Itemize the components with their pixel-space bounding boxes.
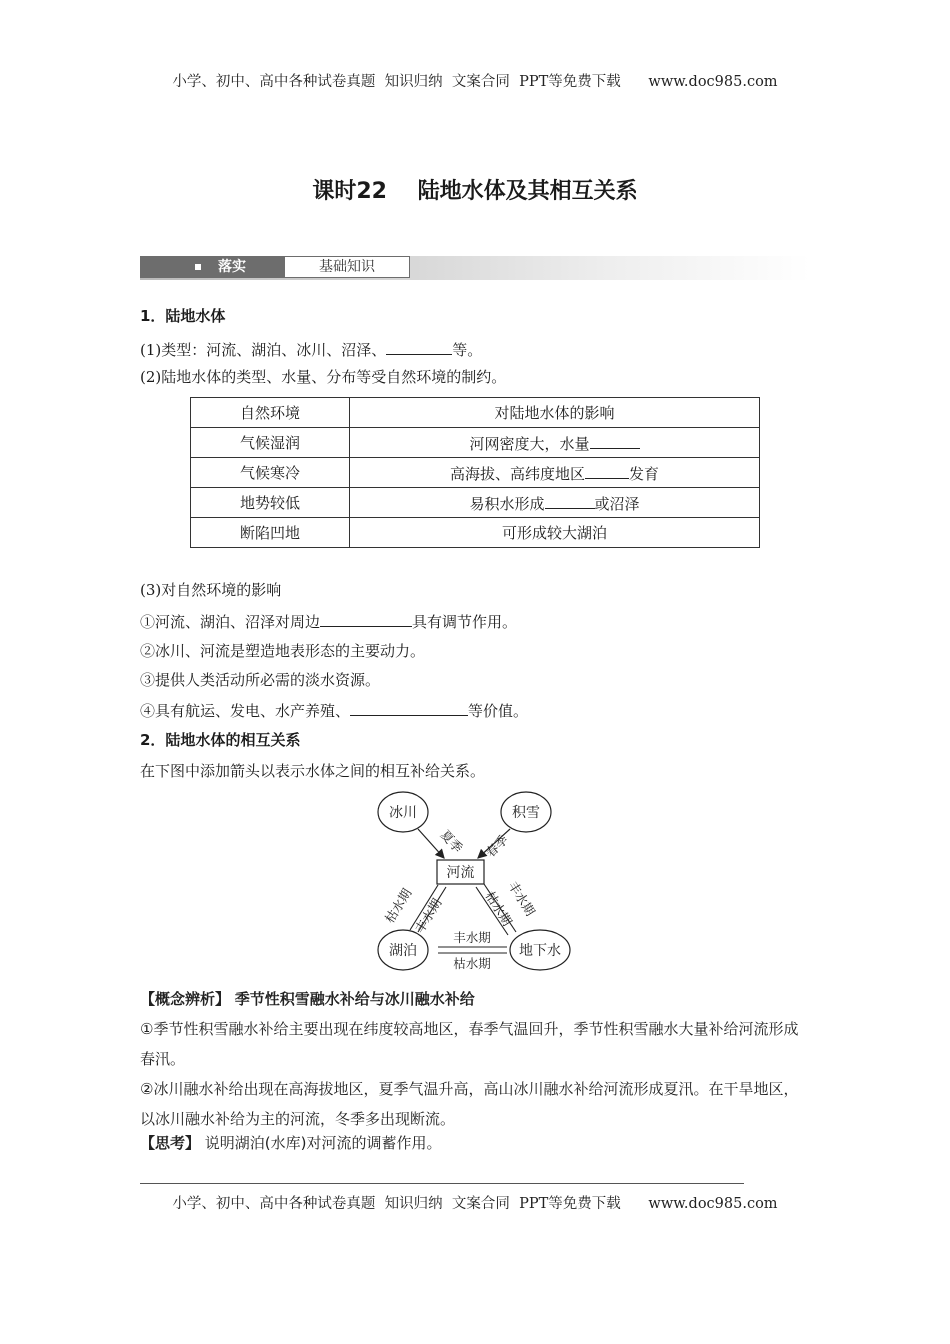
- concept-paragraph-2: ②冰川融水补给出现在高海拔地区，夏季气温升高，高山冰川融水补给河流形成夏汛。在干旱地区，以冰川融水补给为主的河流，冬季多出现断流。: [140, 1080, 799, 1128]
- table-header-row: [191, 398, 760, 428]
- impact-item-1: [140, 610, 517, 632]
- table-row: [191, 428, 760, 458]
- square-bullet-icon: [195, 264, 201, 270]
- table-cell: 地势较低: [191, 488, 350, 518]
- table-cell: [350, 428, 760, 458]
- cell-text-end: 发育: [629, 464, 660, 483]
- section-2-heading: 2．陆地水体的相互关系: [140, 731, 301, 749]
- page-header: 小学、初中、高中各种试卷真题 知识归纳 文案合同 PPT等免费下载 www.doc985.com: [172, 74, 778, 90]
- answer-blank[interactable]: [545, 492, 595, 509]
- impact-item-3: ③提供人类活动所必需的淡水资源。: [140, 671, 381, 689]
- answer-blank[interactable]: [590, 432, 640, 449]
- table-cell: 气候湿润: [191, 428, 350, 458]
- impact-text: ①河流、湖泊、沼泽对周边: [140, 613, 321, 631]
- table-row: [191, 518, 760, 548]
- page-footer: 小学、初中、高中各种试卷真题 知识归纳 文案合同 PPT等免费下载 www.doc985.com: [172, 1196, 778, 1212]
- impact-text: ④具有航运、发电、水产养殖、: [140, 702, 351, 720]
- river-label: 河流: [446, 865, 475, 881]
- groundwater-label: 地下水: [519, 943, 561, 959]
- constraint-line: (2)陆地水体的类型、水量、分布等受自然环境的制约。: [140, 368, 507, 386]
- banner-tab-dark: [140, 256, 284, 278]
- banner-tab-dark-label: 落实: [218, 259, 246, 275]
- river-lake-wet-label: 丰水期: [411, 895, 445, 936]
- summer-label: 夏季: [437, 826, 466, 856]
- types-text: (1)类型：河流、湖泊、冰川、沼泽、: [140, 341, 387, 359]
- impact-heading: (3)对自然环境的影响: [140, 581, 282, 599]
- table-cell: 可形成较大湖泊: [350, 518, 760, 548]
- environment-table: [190, 397, 760, 548]
- answer-blank[interactable]: [320, 610, 412, 627]
- river-groundwater-dry-label: 枯水期: [482, 888, 516, 929]
- table-cell: 断陷凹地: [191, 518, 350, 548]
- section-1-heading: 1．陆地水体: [140, 307, 226, 325]
- answer-blank[interactable]: [585, 462, 629, 479]
- table-header: 自然环境: [191, 398, 350, 428]
- concept-paragraph-1: ①季节性积雪融水补给主要出现在纬度较高地区，春季气温回升，季节性积雪融水大量补给河流形成春汛。: [140, 1020, 799, 1068]
- impact-item-4: [140, 699, 528, 721]
- glacier-label: 冰川: [389, 805, 417, 821]
- impact-text-end: 等价值。: [468, 702, 529, 720]
- page-title: 课时22 陆地水体及其相互关系: [312, 179, 638, 204]
- banner-tab-light: 基础知识: [284, 256, 410, 278]
- table-cell: 气候寒冷: [191, 458, 350, 488]
- cell-text-end: 或沼泽: [594, 494, 640, 513]
- cell-text: 易积水形成: [469, 494, 545, 513]
- types-line: [140, 338, 482, 360]
- impact-text-end: 具有调节作用。: [412, 613, 518, 631]
- table-row: [191, 488, 760, 518]
- concept-heading: [140, 984, 812, 1014]
- water-supply-diagram: [360, 785, 600, 975]
- answer-blank[interactable]: [350, 699, 468, 716]
- concept-label: 【概念辨析】: [140, 990, 231, 1008]
- spring-label: 春季: [482, 831, 511, 861]
- impact-item-2: ②冰川、河流是塑造地表形态的主要动力。: [140, 642, 426, 660]
- footer-divider: [140, 1183, 744, 1184]
- diagram-instruction: 在下图中添加箭头以表示水体之间的相互补给关系。: [140, 762, 486, 780]
- types-end: 等。: [452, 341, 483, 359]
- table-cell: [350, 488, 760, 518]
- table-row: [191, 458, 760, 488]
- cell-text: 河网密度大，水量: [469, 434, 590, 453]
- river-lake-dry-label: 枯水期: [381, 885, 415, 926]
- table-cell: [350, 458, 760, 488]
- snow-label: 积雪: [512, 805, 540, 821]
- table-header: 对陆地水体的影响: [350, 398, 760, 428]
- lake-groundwater-wet-label: 丰水期: [453, 930, 491, 945]
- lake-label: 湖泊: [389, 943, 417, 959]
- cell-text: 高海拔、高纬度地区: [449, 464, 585, 483]
- lake-groundwater-dry-label: 枯水期: [453, 956, 491, 971]
- think-label: 【思考】: [140, 1134, 201, 1152]
- concept-title: 季节性积雪融水补给与冰川融水补给: [234, 990, 475, 1008]
- think-line: [140, 1128, 812, 1158]
- glacier-river-arrow: [418, 829, 444, 858]
- river-groundwater-wet-label: 丰水期: [505, 878, 539, 919]
- answer-blank[interactable]: [386, 338, 452, 355]
- think-text: 说明湖泊(水库)对河流的调蓄作用。: [204, 1134, 442, 1152]
